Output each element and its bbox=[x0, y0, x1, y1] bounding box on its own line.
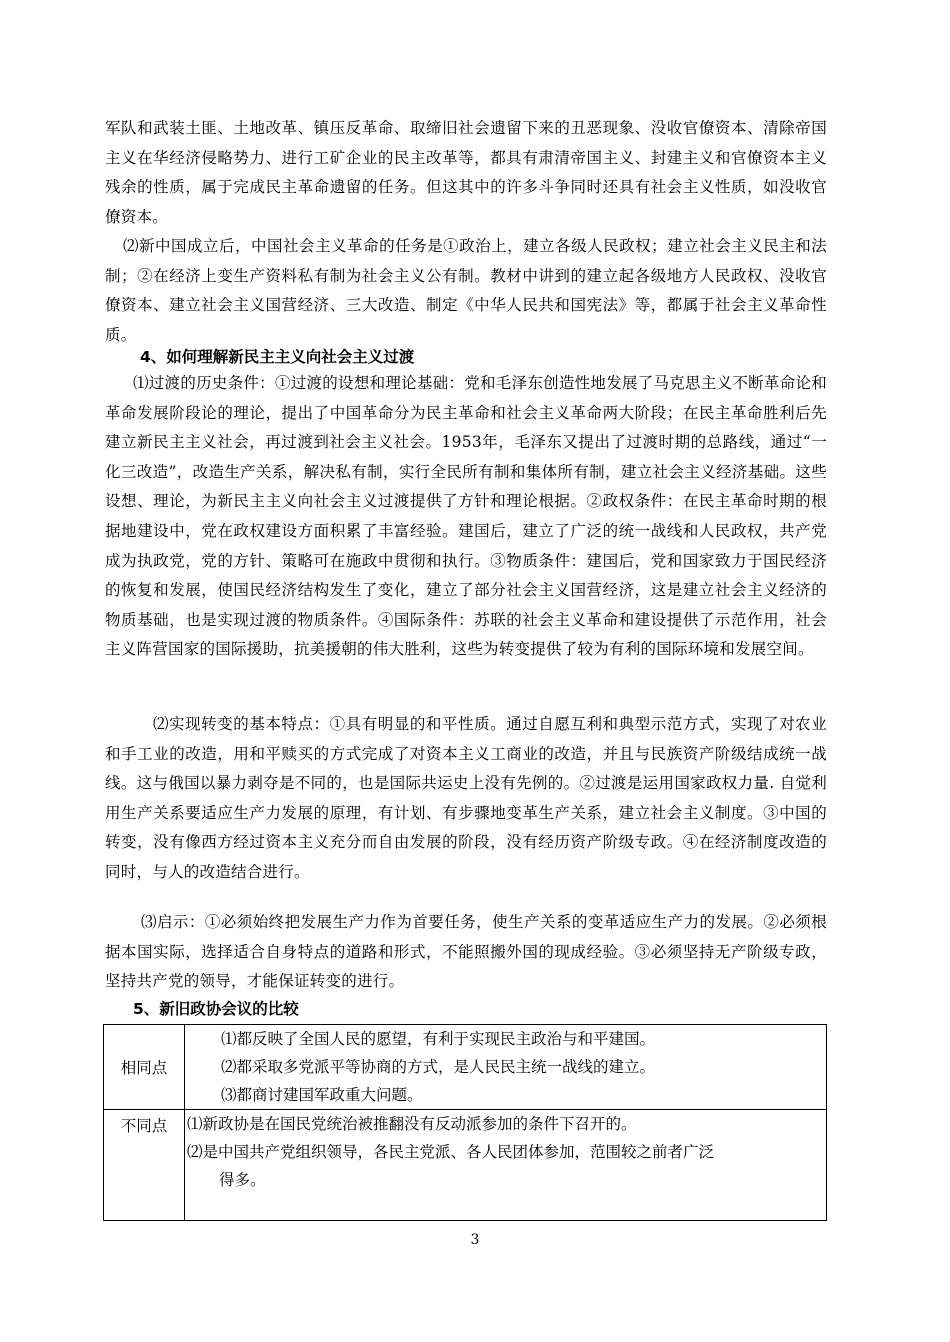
similarities-label: 相同点 bbox=[104, 1025, 185, 1110]
similarity-item: ⑶都商讨建国军政重大问题。 bbox=[221, 1086, 423, 1104]
table-row-similarities bbox=[104, 1025, 827, 1110]
paragraph-socialist-revolution-tasks: ⑵新中国成立后，中国社会主义革命的任务是①政治上，建立各级人民政权；建立社会主义民主和法制；②在经济上变生产资料私有制为社会主义公有制。教材中讲到的建立起各级地方人民政权、没收官僚资本、建立社会主义国营经济、三大改造、制定《中华人民共和国宪法》等，都属于社会主义革命性质。 bbox=[105, 237, 827, 344]
comparison-table bbox=[103, 1024, 827, 1221]
similarity-item: ⑴都反映了全国人民的愿望，有利于实现民主政治与和平建国。 bbox=[221, 1030, 656, 1048]
similarity-item: ⑵都采取多党派平等协商的方式，是人民民主统一战线的建立。 bbox=[221, 1058, 656, 1076]
similarities-cell bbox=[185, 1025, 827, 1110]
paragraph-enlightenment: ⑶启示：①必须始终把发展生产力作为首要任务，使生产关系的变革适应生产力的发展。②必须根据本国实际，选择适合自身特点的道路和形式，不能照搬外国的现成经验。③必须坚持无产阶级专政，坚持共产党的领导，才能保证转变的进行。 bbox=[105, 913, 827, 991]
difference-item-continuation: 得多。 bbox=[219, 1171, 266, 1189]
heading-section-4: 4、如何理解新民主主义向社会主义过渡 bbox=[140, 348, 415, 366]
differences-label: 不同点 bbox=[104, 1110, 185, 1221]
difference-item: ⑴新政协是在国民党统治被推翻没有反动派参加的条件下召开的。 bbox=[187, 1115, 637, 1133]
table-row-differences bbox=[104, 1110, 827, 1221]
page-number: 3 bbox=[470, 1232, 480, 1248]
heading-section-5: 5、新旧政协会议的比较 bbox=[133, 1000, 299, 1018]
differences-cell bbox=[185, 1110, 827, 1221]
difference-item: ⑵是中国共产党组织领导，各民主党派、各人民团体参加，范围较之前者广泛 bbox=[187, 1143, 715, 1161]
paragraph-basic-features: ⑵实现转变的基本特点：①具有明显的和平性质。通过自愿互利和典型示范方式，实现了对农业和手工业的改造，用和平赎买的方式完成了对资本主义工商业的改造，并且与民族资产阶级结成统一战线。这与俄国以暴力剥夺是不同的，也是国际共运史上没有先例的。②过渡是运用国家政权力量. 自觉利用生产关系要适应生产力发展的原理，有计划、有步骤地变革生产关系，建立社会主义制度。③中国的转变，没有像西方经过资本主义充分而自由发展的阶段，没有经历资产阶级专政。④在经济制度改造的同时，与人的改造结合进行。 bbox=[105, 715, 827, 881]
paragraph-historical-conditions: ⑴过渡的历史条件：①过渡的设想和理论基础：党和毛泽东创造性地发展了马克思主义不断革命论和革命发展阶段论的理论，提出了中国革命分为民主革命和社会主义革命两大阶段；在民主革命胜利后先建立新民主主义社会，再过渡到社会主义社会。1953年，毛泽东又提出了过渡时期的总路线，通过“一化三改造”，改造生产关系，解决私有制，实行全民所有制和集体所有制，建立社会主义经济基础。这些设想、理论，为新民主主义向社会主义过渡提供了方针和理论根据。②政权条件：在民主革命时期的根据地建设中，党在政权建设方面积累了丰富经验。建国后，建立了广泛的统一战线和人民政权，共产党成为执政党，党的方针、策略可在施政中贯彻和执行。③物质条件：建国后，党和国家致力于国民经济的恢复和发展，使国民经济结构发生了变化，建立了部分社会主义国营经济，这是建立社会主义经济的物质基础，也是实现过渡的物质条件。④国际条件：苏联的社会主义革命和建设提供了示范作用，社会主义阵营国家的国际援助，抗美援朝的伟大胜利，这些为转变提供了较为有利的国际环境和发展空间。 bbox=[105, 374, 827, 659]
paragraph-revolution-tasks-continued: 军队和武装土匪、土地改革、镇压反革命、取缔旧社会遗留下来的丑恶现象、没收官僚资本、清除帝国主义在华经济侵略势力、进行工矿企业的民主改革等，都具有肃清帝国主义、封建主义和官僚资本主义残余的性质，属于完成民主革命遗留的任务。但这其中的许多斗争同时还具有社会主义性质，如没收官僚资本。 bbox=[105, 119, 827, 226]
